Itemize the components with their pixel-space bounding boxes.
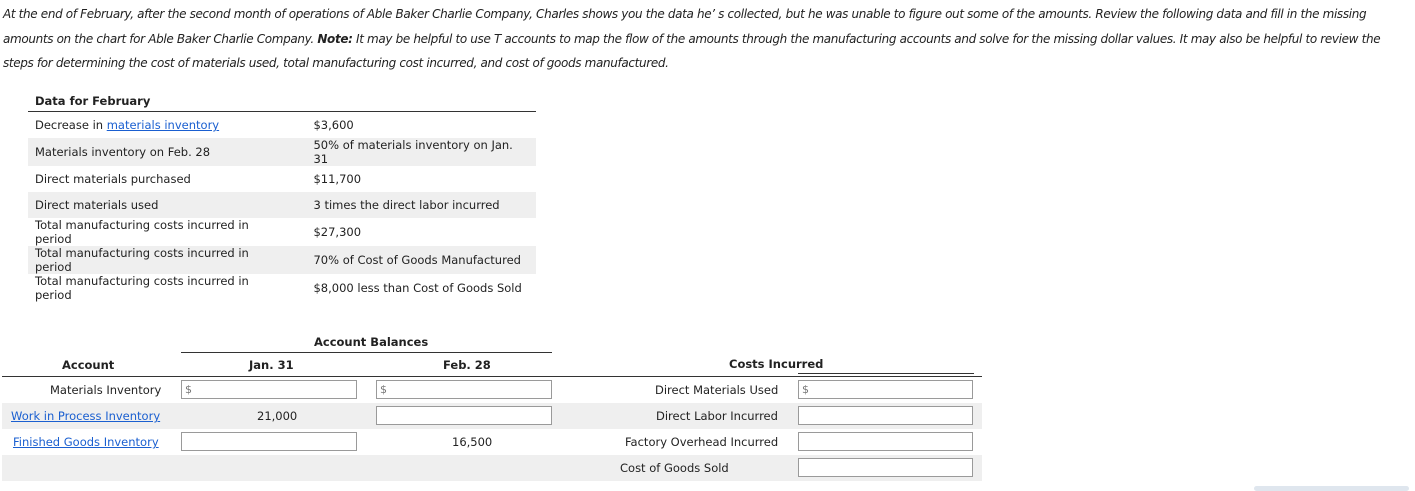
account-materials-inventory: Materials Inventory bbox=[50, 383, 162, 397]
table-row bbox=[28, 274, 536, 302]
row-value: $8,000 less than Cost of Goods Sold bbox=[313, 281, 522, 295]
cost-factory-overhead-incurred: Factory Overhead Incurred bbox=[625, 435, 779, 449]
table-row bbox=[28, 246, 536, 274]
table-row bbox=[28, 112, 536, 139]
row-value: 70% of Cost of Goods Manufactured bbox=[293, 246, 536, 274]
table-row bbox=[28, 192, 536, 218]
note-label: Note: bbox=[317, 31, 353, 46]
cost-direct-materials-used: Direct Materials Used bbox=[655, 383, 779, 397]
row-value: $27,300 bbox=[313, 225, 362, 239]
instructions-part-1: At the end of February, after the second month of operations of Able Baker Charlie Company, Charles shows you the data he’ s collected, but he was unable to figure out some of the amounts. Review the following data and fill in the missing amounts on the chart for Able Baker Charlie Company. bbox=[3, 7, 1367, 46]
account-finished-goods-link[interactable]: Finished Goods Inventory bbox=[13, 435, 159, 449]
row-value: 3 times the direct labor incurred bbox=[293, 192, 536, 218]
finished-goods-feb-value: 16,500 bbox=[452, 435, 493, 449]
row-value: $11,700 bbox=[313, 172, 362, 186]
col-header-feb: Feb. 28 bbox=[443, 358, 491, 372]
materials-feb-input[interactable]: $ bbox=[376, 380, 552, 399]
col-header-account: Account bbox=[62, 358, 115, 372]
table-row bbox=[28, 138, 536, 166]
account-balances-title: Account Balances bbox=[314, 335, 429, 349]
header-rule bbox=[2, 376, 982, 377]
factory-overhead-incurred-input[interactable] bbox=[798, 432, 973, 451]
wip-jan-value: 21,000 bbox=[257, 409, 298, 423]
row-label: Total manufacturing costs incurred in period bbox=[28, 246, 293, 274]
february-data-table bbox=[28, 90, 536, 302]
materials-jan-input[interactable]: $ bbox=[181, 380, 357, 399]
cost-direct-labor-incurred: Direct Labor Incurred bbox=[656, 409, 778, 423]
row-value: $3,600 bbox=[313, 118, 354, 132]
finished-goods-jan-input[interactable] bbox=[181, 432, 357, 451]
row-label: Total manufacturing costs incurred in period bbox=[35, 218, 249, 246]
data-table-header: Data for February bbox=[28, 90, 536, 112]
row-value: 50% of materials inventory on Jan. 31 bbox=[293, 138, 536, 166]
row-label: Direct materials purchased bbox=[35, 172, 191, 186]
table-row bbox=[28, 166, 536, 192]
cost-of-goods-sold-input[interactable] bbox=[798, 458, 973, 477]
wip-feb-input[interactable] bbox=[376, 406, 552, 425]
direct-materials-used-input[interactable]: $ bbox=[798, 380, 973, 399]
cost-of-goods-sold-label: Cost of Goods Sold bbox=[620, 461, 729, 475]
costs-underline bbox=[798, 373, 974, 374]
direct-labor-incurred-input[interactable] bbox=[798, 406, 973, 425]
materials-inventory-link[interactable]: materials inventory bbox=[106, 118, 220, 132]
table-row bbox=[28, 218, 536, 246]
horizontal-scrollbar[interactable] bbox=[1254, 486, 1409, 491]
col-header-costs: Costs Incurred bbox=[729, 357, 824, 371]
instructions-text bbox=[3, 2, 1408, 76]
row-label: Decrease in materials inventory bbox=[35, 118, 220, 132]
instructions-part-2: It may be helpful to use T accounts to map the flow of the amounts through the manufacturing accounts and solve for the missing dollar values. It may also be helpful to review the steps for determining the cost of materials used, total manufacturing cost incurred, and cost of goods manufactured. bbox=[3, 31, 1381, 70]
row-label: Total manufacturing costs incurred in period bbox=[35, 274, 249, 302]
account-work-in-process-link[interactable]: Work in Process Inventory bbox=[11, 409, 161, 423]
row-label: Materials inventory on Feb. 28 bbox=[28, 138, 293, 166]
col-header-jan: Jan. 31 bbox=[249, 358, 294, 372]
title-underline bbox=[181, 352, 552, 353]
row-label: Direct materials used bbox=[28, 192, 293, 218]
